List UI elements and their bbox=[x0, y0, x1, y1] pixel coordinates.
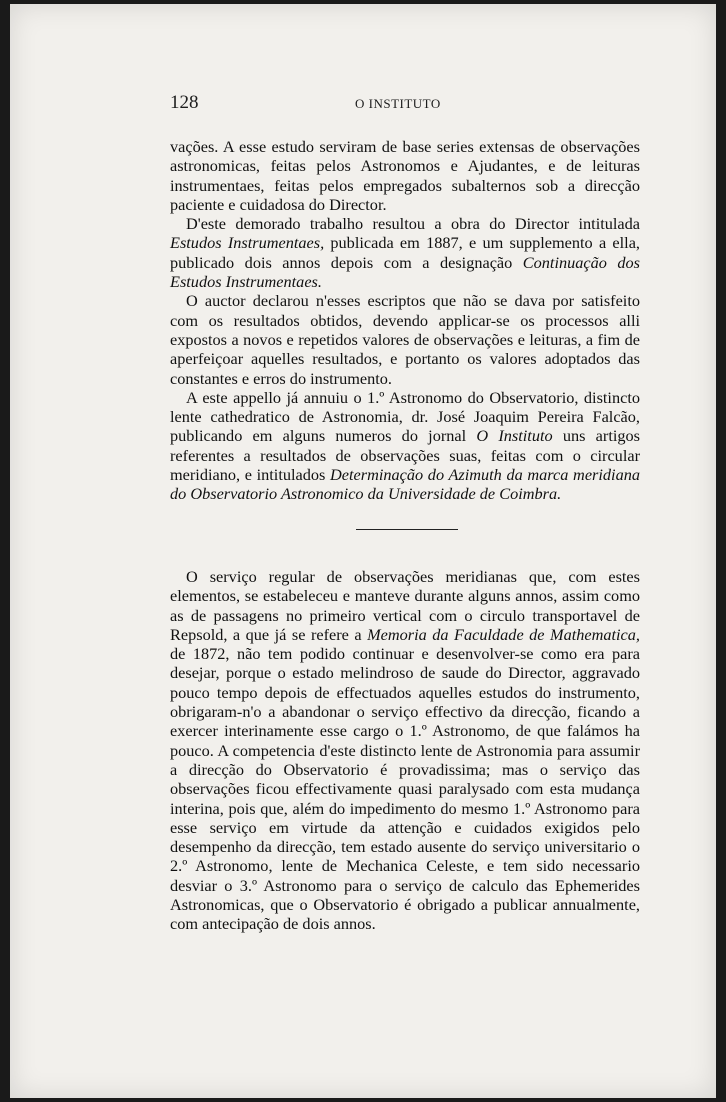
text-run: O serviço regular de observações meridianas que, com estes elementos, se estabeleceu e manteve durante alguns annos, assim como as de passagens no primeiro vertical com o circulo transportavel de Repsold, a que já se refere a bbox=[170, 567, 640, 644]
running-title: O INSTITUTO bbox=[355, 96, 441, 111]
page-header bbox=[170, 92, 640, 116]
paragraph-servico-regular bbox=[170, 567, 640, 934]
paragraph-estudos-instrumentaes bbox=[170, 214, 640, 291]
text-run: de 1872, não tem podido continuar e desenvolver-se como era para desejar, porque o estado melindroso de saude do Director, aggravado pouco tempo depois de effectuados aquelles estudos do instrumento, obrigaram-n'o a abandonar o serviço effectivo da direcção, ficando a exercer interinamente esse cargo o 1.º Astronomo, de que falámos ha pouco. A competencia d'este distincto lente de Astronomia para assumir a direcção do Observatorio é provadissima; mas o serviço das observações ficou effectivamente quasi paralysado com esta mudança interina, pois que, além do impedimento do mesmo 1.º Astronomo para esse serviço em virtude da attenção e cuidados exigidos pelo desempenho da direcção, tem estado ausente do serviço universitario o 2.º Astronomo, lente de Mechanica Celeste, e tem sido necessario desviar o 3.º Astronomo para o serviço de calculo das Ephemerides Astronomicas, que o Observatorio é obrigado a publicar annualmente, com antecipação de dois annos. bbox=[170, 644, 640, 934]
italic-title-estudos: Estudos Instrumentaes, bbox=[170, 233, 325, 253]
paragraph-appello bbox=[170, 388, 640, 504]
book-page bbox=[10, 4, 716, 1098]
paragraph-auctor: O auctor declarou n'esses escriptos que não se dava por satisfeito com os resultados obtidos, devendo applicar-se os processos alli expostos a novos e repetidos valores de observações e leituras, a fim de aperfeiçoar aquelles resultados, e portanto os valores adoptados das constantes e erros do instrumento. bbox=[170, 291, 640, 388]
text-block-top bbox=[170, 137, 640, 504]
text-run: uns artigos referentes a resultados de observações suas, feitas com o circular meridiano, e intitulados bbox=[170, 426, 640, 485]
italic-title-continuacao: Continuação dos Estudos Instrumentaes. bbox=[170, 252, 640, 292]
page-number: 128 bbox=[170, 92, 199, 113]
text-run: D'este demorado trabalho resultou a obra do Director intitulada bbox=[186, 214, 640, 234]
section-divider-rule bbox=[356, 529, 458, 530]
italic-title-determinacao: Determinação do Azimuth da marca meridiana do Observatorio Astronomico da Universidade de Coimbra. bbox=[170, 465, 640, 504]
paragraph-continuation: vações. A esse estudo serviram de base series extensas de observações astronomicas, feitas pelos Astronomos e Ajudantes, e de leituras instrumentaes, feitas pelos empregados subalternos sob a direcção paciente e cuidadosa do Director. bbox=[170, 137, 640, 214]
italic-journal-o-instituto: O Instituto bbox=[476, 426, 553, 446]
text-run: publicada em 1887, e um supplemento a ella, publicado dois annos depois com a designação bbox=[170, 233, 641, 272]
italic-title-memoria: Memoria da Faculdade de Mathematica, bbox=[367, 624, 640, 644]
text-block-bottom bbox=[170, 567, 640, 934]
text-run: A este appello já annuiu o 1.º Astronomo do Observatorio, distincto lente cathedratico de Astronomia, dr. José Joaquim Pereira Falcão, publicando em alguns numeros do jornal bbox=[170, 387, 640, 446]
